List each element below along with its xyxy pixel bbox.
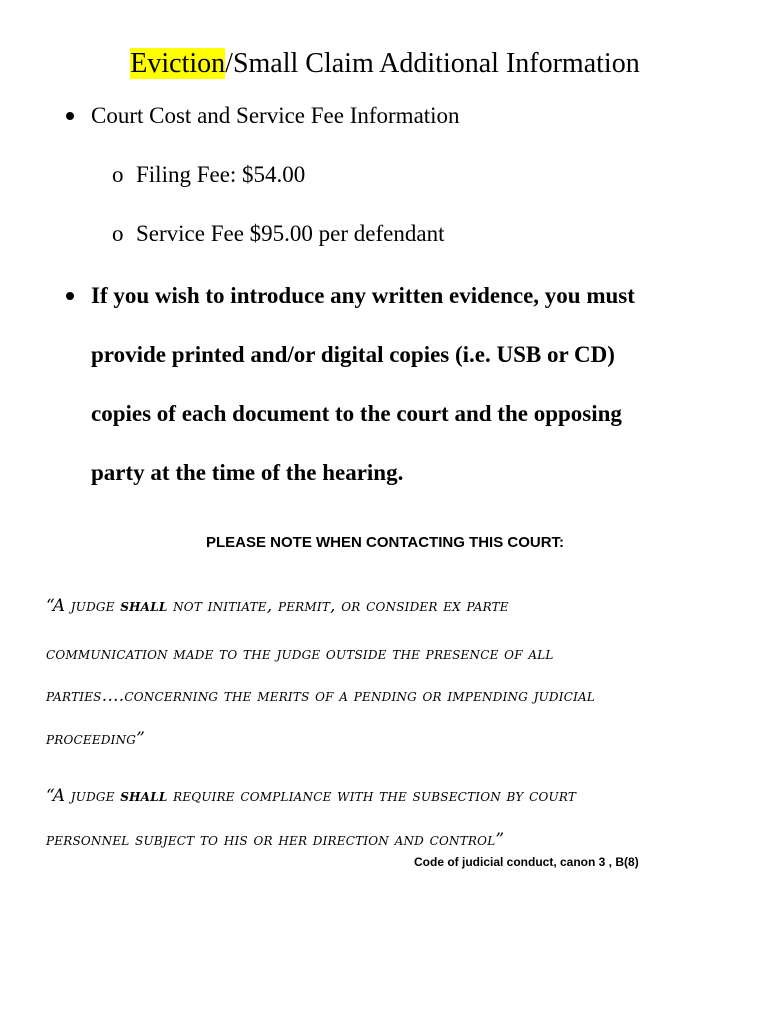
quote-compliance (46, 781, 746, 869)
quote-lead: “A judge (46, 786, 121, 806)
bullet-dot-icon (66, 292, 74, 300)
bullet-dot-icon (66, 112, 74, 120)
subitem-service-fee (112, 218, 444, 250)
page-title (0, 44, 770, 84)
citation: Code of judicial conduct, canon 3 , B(8) (414, 855, 639, 869)
evidence-line: copies of each document to the court and the opposing (91, 401, 622, 426)
evidence-line: If you wish to introduce any written evidence, you must (91, 283, 635, 308)
circle-marker-icon: o (112, 221, 124, 246)
circle-marker-icon: o (112, 162, 124, 187)
evidence-paragraph (91, 276, 731, 512)
quote-line (46, 781, 746, 825)
evidence-line: provide printed and/or digital copies (i.e. USB or CD) (91, 342, 615, 367)
quote-line: personnel subject to his or her direction and control” (46, 830, 505, 850)
bullet-court-cost-text: Court Cost and Service Fee Information (91, 103, 460, 128)
subitem-filing-fee (112, 159, 305, 191)
quote-line: proceeding” (46, 729, 145, 749)
quote-shall-emphasis: shall (120, 596, 168, 616)
quote-line: communication made to the judge outside the presence of all (46, 644, 554, 664)
quote-line (46, 591, 746, 639)
quote-lead: “A judge (46, 596, 121, 616)
note-heading: PLEASE NOTE WHEN CONTACTING THIS COURT: (205, 534, 565, 551)
quote-line-rest: require compliance with the subsection by court (167, 786, 577, 806)
quote-line-rest: not initiate, permit, or consider ex parte (167, 596, 509, 616)
quote-shall-emphasis: shall (120, 786, 168, 806)
evidence-line: party at the time of the hearing. (91, 460, 404, 485)
subitem-filing-fee-text: Filing Fee: $54.00 (136, 162, 306, 187)
quote-line: parties….concerning the merits of a pending or impending judicial (46, 686, 596, 706)
subitem-service-fee-text: Service Fee $95.00 per defendant (136, 221, 445, 246)
quote-ex-parte (46, 591, 746, 768)
title-rest: /Small Claim Additional Information (225, 48, 640, 79)
title-highlighted-word: Eviction (130, 48, 226, 79)
